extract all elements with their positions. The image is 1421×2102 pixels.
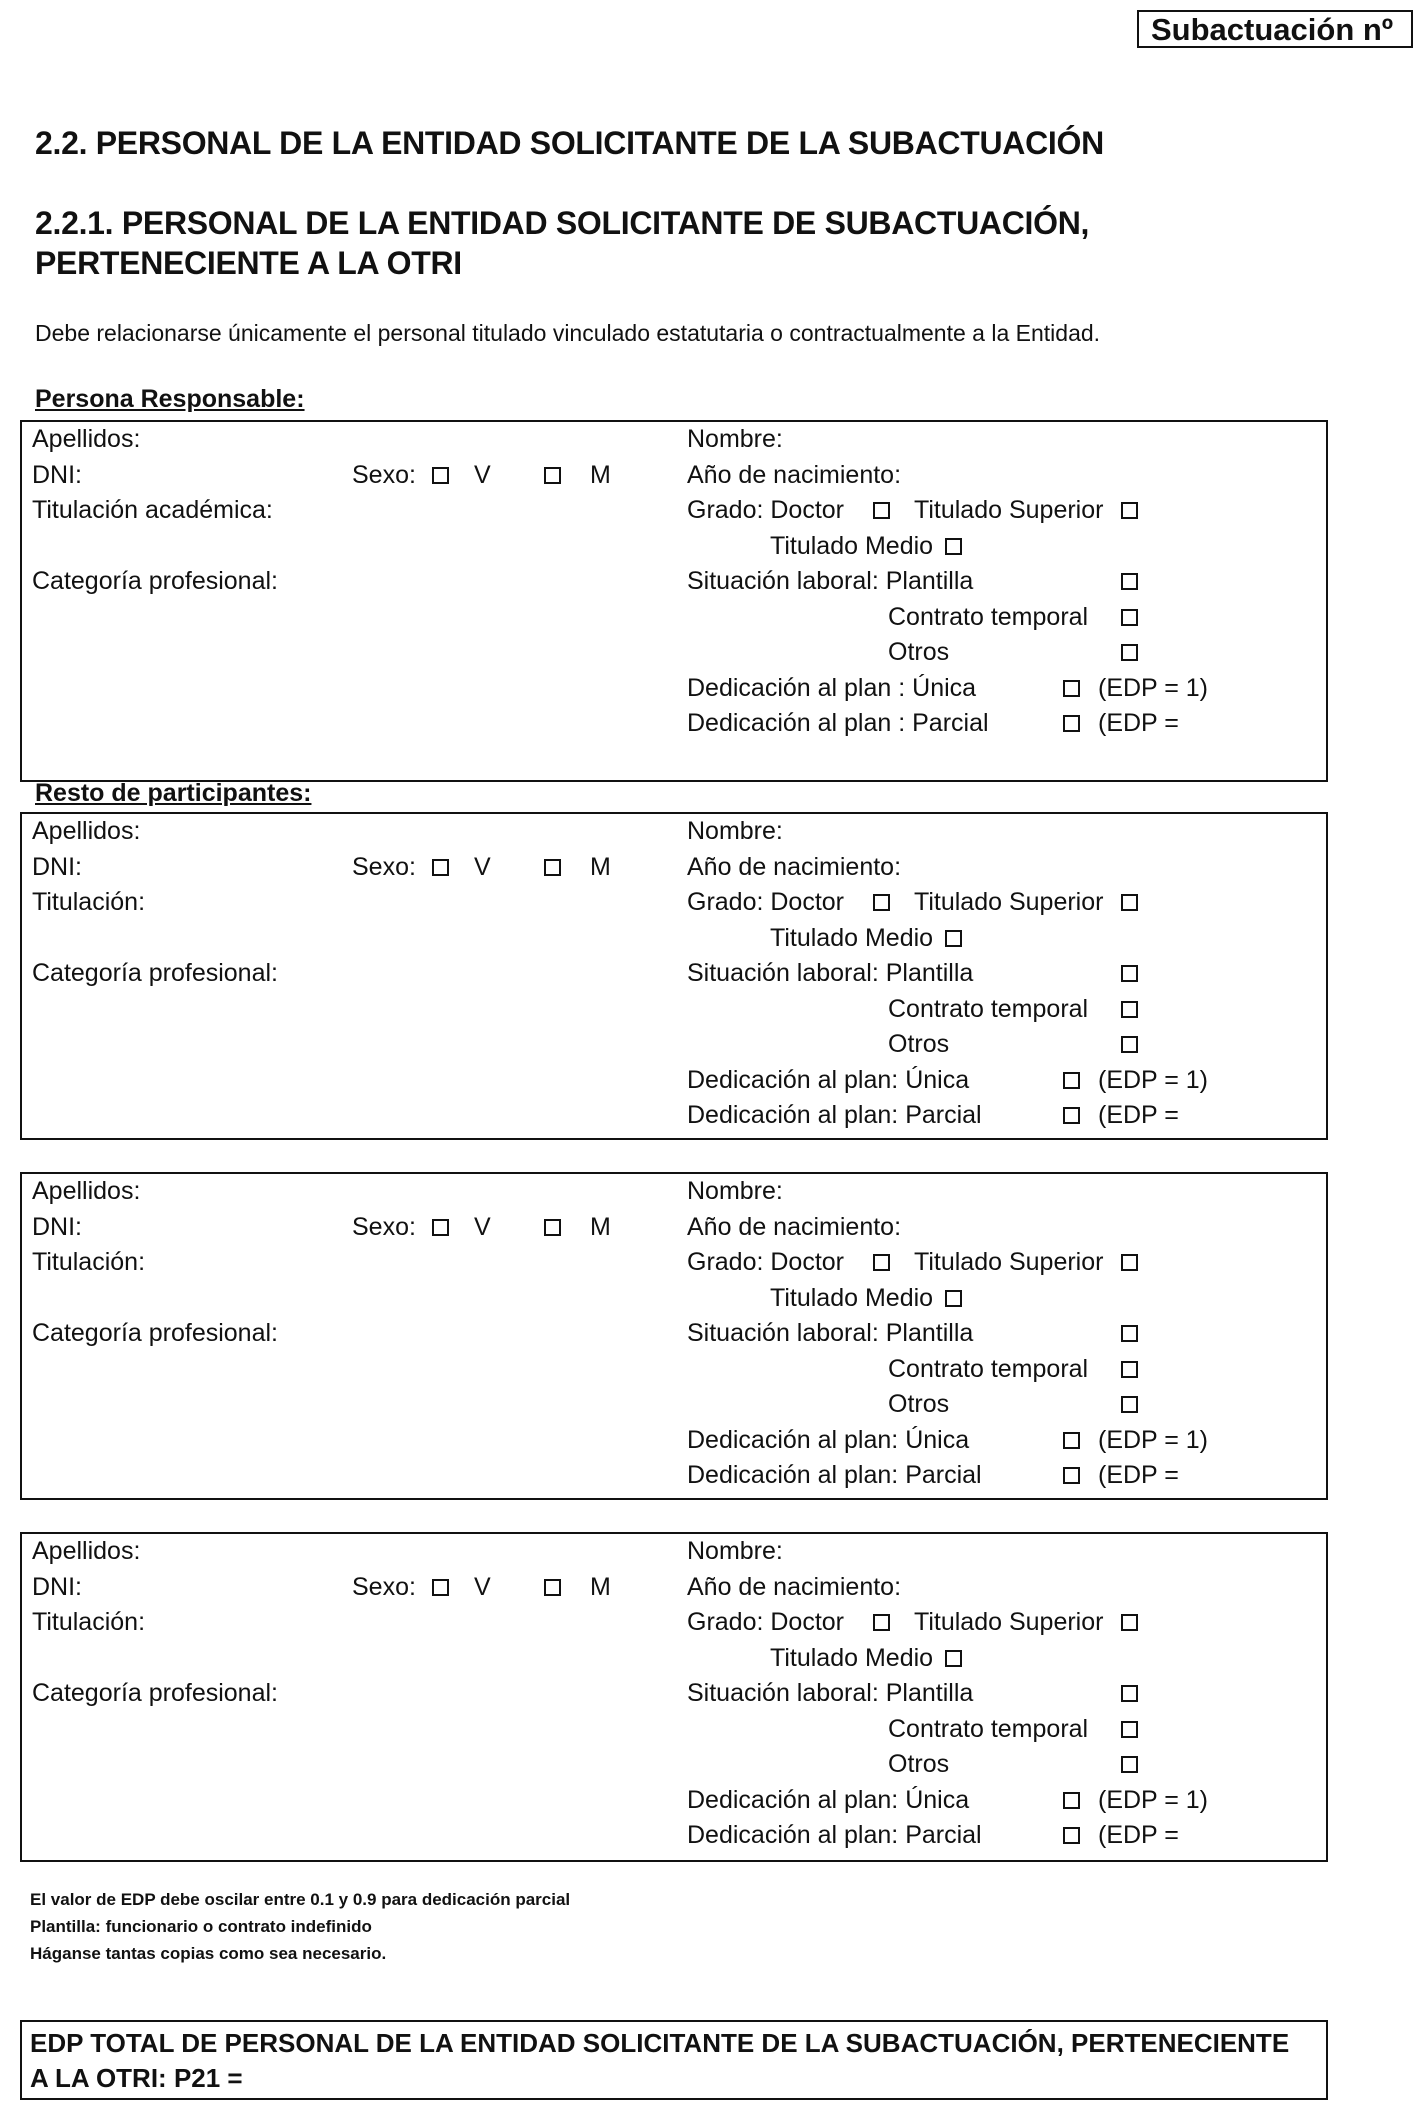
titulacion-label: Titulación:: [32, 888, 146, 916]
categoria-label: Categoría profesional:: [32, 959, 278, 987]
anio-label: Año de nacimiento:: [687, 1572, 902, 1601]
nombre-label: Nombre:: [687, 817, 783, 845]
contrato-temporal-label: Contrato temporal: [888, 602, 1089, 631]
dedicacion-unica-checkbox[interactable]: [1063, 1432, 1080, 1449]
titulado-medio-label: Titulado Medio: [770, 1283, 934, 1312]
subactuacion-box: Subactuación nº: [1137, 10, 1413, 48]
otros-checkbox[interactable]: [1121, 1756, 1138, 1773]
sexo-v-checkbox[interactable]: [432, 1219, 449, 1236]
edp-parcial-label: (EDP =: [1098, 1461, 1179, 1489]
grado-doctor-label: Grado: Doctor: [687, 1248, 845, 1276]
dni-label: DNI:: [32, 852, 82, 881]
sexo-v-checkbox[interactable]: [432, 859, 449, 876]
dedicacion-parcial-checkbox[interactable]: [1063, 715, 1080, 732]
intro-text: Debe relacionarse únicamente el personal titulado vinculado estatutaria o contractualmente a la Entidad.: [35, 320, 1101, 346]
dedicacion-unica-label: Dedicación al plan: Única: [687, 1425, 970, 1454]
titulado-medio-label: Titulado Medio: [770, 923, 934, 952]
sexo-m-label: M: [590, 1572, 611, 1601]
plantilla-checkbox[interactable]: [1121, 1685, 1138, 1702]
apellidos-label: Apellidos:: [32, 1537, 141, 1565]
otros-checkbox[interactable]: [1121, 1396, 1138, 1413]
sexo-m-checkbox[interactable]: [544, 859, 561, 876]
dedicacion-parcial-label: Dedicación al plan: Parcial: [687, 1821, 982, 1849]
titulacion-label: Titulación:: [32, 1248, 146, 1276]
contrato-temporal-label: Contrato temporal: [888, 1354, 1089, 1383]
contrato-temporal-label: Contrato temporal: [888, 994, 1089, 1023]
situacion-plantilla-label: Situación laboral: Plantilla: [687, 1319, 974, 1347]
otros-label: Otros: [888, 1030, 950, 1058]
anio-label: Año de nacimiento:: [687, 852, 902, 881]
apellidos-label: Apellidos:: [32, 1177, 141, 1205]
grado-doctor-label: Grado: Doctor: [687, 496, 845, 524]
anio-label: Año de nacimiento:: [687, 1212, 902, 1241]
dedicacion-unica-label: Dedicación al plan: Única: [687, 1065, 970, 1094]
titulado-superior-label: Titulado Superior: [914, 1608, 1104, 1636]
grado-doctor-label: Grado: Doctor: [687, 1608, 845, 1636]
anio-label: Año de nacimiento:: [687, 460, 902, 489]
edp-total-box: [20, 2020, 1328, 2100]
page-title: 2.2. PERSONAL DE LA ENTIDAD SOLICITANTE DE LA SUBACTUACIÓN: [35, 125, 1104, 161]
label-resto-participantes: Resto de participantes:: [35, 779, 312, 807]
sexo-v-checkbox[interactable]: [432, 467, 449, 484]
sexo-m-checkbox[interactable]: [544, 1579, 561, 1596]
categoria-label: Categoría profesional:: [32, 1679, 278, 1707]
sexo-m-label: M: [590, 1212, 611, 1241]
plantilla-checkbox[interactable]: [1121, 1325, 1138, 1342]
situacion-plantilla-label: Situación laboral: Plantilla: [687, 1679, 974, 1707]
situacion-plantilla-label: Situación laboral: Plantilla: [687, 567, 974, 595]
titulacion-label: Titulación:: [32, 1608, 146, 1636]
contrato-temporal-checkbox[interactable]: [1121, 1361, 1138, 1378]
dedicacion-unica-checkbox[interactable]: [1063, 1072, 1080, 1089]
dedicacion-unica-label: Dedicación al plan: Única: [687, 1785, 970, 1814]
nombre-label: Nombre:: [687, 1177, 783, 1205]
dedicacion-parcial-checkbox[interactable]: [1063, 1107, 1080, 1124]
dedicacion-unica-checkbox[interactable]: [1063, 1792, 1080, 1809]
otros-label: Otros: [888, 1750, 950, 1778]
edp-total-line2: A LA OTRI: P21 =: [30, 2063, 243, 2093]
doctor-checkbox[interactable]: [873, 1614, 890, 1631]
categoria-label: Categoría profesional:: [32, 1319, 278, 1347]
titulado-medio-checkbox[interactable]: [945, 538, 962, 555]
dni-label: DNI:: [32, 1572, 82, 1601]
titulacion-label: Titulación académica:: [32, 496, 273, 524]
edp-parcial-label: (EDP =: [1098, 1821, 1179, 1849]
titulado-superior-checkbox[interactable]: [1121, 1254, 1138, 1271]
contrato-temporal-checkbox[interactable]: [1121, 1001, 1138, 1018]
doctor-checkbox[interactable]: [873, 894, 890, 911]
section-subtitle: 2.2.1. PERSONAL DE LA ENTIDAD SOLICITANTE DE SUBACTUACIÓN, PERTENECIENTE A LA OTRI: [35, 205, 1090, 281]
sexo-m-label: M: [590, 460, 611, 489]
note-edp-range: El valor de EDP debe oscilar entre 0.1 y 0.9 para dedicación parcial: [30, 1890, 571, 1909]
dedicacion-unica-label: Dedicación al plan : Única: [687, 673, 977, 702]
participant-form-4: [20, 1532, 1328, 1862]
titulado-medio-label: Titulado Medio: [770, 1643, 934, 1672]
sexo-label: Sexo:: [352, 1212, 416, 1241]
titulado-superior-checkbox[interactable]: [1121, 502, 1138, 519]
categoria-label: Categoría profesional:: [32, 567, 278, 595]
titulado-medio-label: Titulado Medio: [770, 531, 934, 560]
otros-checkbox[interactable]: [1121, 644, 1138, 661]
titulado-superior-label: Titulado Superior: [914, 496, 1104, 524]
contrato-temporal-checkbox[interactable]: [1121, 1721, 1138, 1738]
sexo-label: Sexo:: [352, 1572, 416, 1601]
sexo-label: Sexo:: [352, 852, 416, 881]
otros-label: Otros: [888, 638, 950, 666]
participant-form-3: [20, 1172, 1328, 1500]
edp-unica-label: (EDP = 1): [1098, 1065, 1208, 1094]
contrato-temporal-checkbox[interactable]: [1121, 609, 1138, 626]
sexo-m-checkbox[interactable]: [544, 467, 561, 484]
note-copias: Háganse tantas copias como sea necesario.: [30, 1944, 387, 1963]
sexo-m-label: M: [590, 852, 611, 881]
edp-unica-label: (EDP = 1): [1098, 673, 1208, 702]
participant-form-2: [20, 812, 1328, 1140]
titulado-superior-label: Titulado Superior: [914, 1248, 1104, 1276]
sexo-v-checkbox[interactable]: [432, 1579, 449, 1596]
dedicacion-parcial-checkbox[interactable]: [1063, 1467, 1080, 1484]
titulado-medio-checkbox[interactable]: [945, 930, 962, 947]
otros-checkbox[interactable]: [1121, 1036, 1138, 1053]
nombre-label: Nombre:: [687, 425, 783, 453]
grado-doctor-label: Grado: Doctor: [687, 888, 845, 916]
sexo-v-label: V: [474, 460, 491, 489]
titulado-medio-checkbox[interactable]: [945, 1290, 962, 1307]
sexo-v-label: V: [474, 852, 491, 881]
dedicacion-unica-checkbox[interactable]: [1063, 680, 1080, 697]
titulado-superior-label: Titulado Superior: [914, 888, 1104, 916]
dedicacion-parcial-label: Dedicación al plan : Parcial: [687, 709, 989, 737]
plantilla-checkbox[interactable]: [1121, 965, 1138, 982]
doctor-checkbox[interactable]: [873, 1254, 890, 1271]
titulado-medio-checkbox[interactable]: [945, 1650, 962, 1667]
dni-label: DNI:: [32, 460, 82, 489]
edp-parcial-label: (EDP =: [1098, 709, 1179, 737]
sexo-label: Sexo:: [352, 460, 416, 489]
titulado-superior-checkbox[interactable]: [1121, 894, 1138, 911]
edp-unica-label: (EDP = 1): [1098, 1425, 1208, 1454]
contrato-temporal-label: Contrato temporal: [888, 1714, 1089, 1743]
otros-label: Otros: [888, 1390, 950, 1418]
nombre-label: Nombre:: [687, 1537, 783, 1565]
note-plantilla: Plantilla: funcionario o contrato indefinido: [30, 1917, 372, 1936]
titulado-superior-checkbox[interactable]: [1121, 1614, 1138, 1631]
plantilla-checkbox[interactable]: [1121, 573, 1138, 590]
dedicacion-parcial-checkbox[interactable]: [1063, 1827, 1080, 1844]
edp-unica-label: (EDP = 1): [1098, 1785, 1208, 1814]
sexo-m-checkbox[interactable]: [544, 1219, 561, 1236]
doctor-checkbox[interactable]: [873, 502, 890, 519]
label-persona-responsable: Persona Responsable:: [35, 385, 305, 413]
sexo-v-label: V: [474, 1572, 491, 1601]
dedicacion-parcial-label: Dedicación al plan: Parcial: [687, 1461, 982, 1489]
participant-form-1: [20, 420, 1328, 782]
dedicacion-parcial-label: Dedicación al plan: Parcial: [687, 1101, 982, 1129]
sexo-v-label: V: [474, 1212, 491, 1241]
situacion-plantilla-label: Situación laboral: Plantilla: [687, 959, 974, 987]
edp-total-line1: EDP TOTAL DE PERSONAL DE LA ENTIDAD SOLICITANTE DE LA SUBACTUACIÓN, PERTENECIENTE: [30, 2028, 1290, 2058]
edp-parcial-label: (EDP =: [1098, 1101, 1179, 1129]
apellidos-label: Apellidos:: [32, 425, 141, 453]
apellidos-label: Apellidos:: [32, 817, 141, 845]
dni-label: DNI:: [32, 1212, 82, 1241]
notes: [30, 1886, 570, 1967]
